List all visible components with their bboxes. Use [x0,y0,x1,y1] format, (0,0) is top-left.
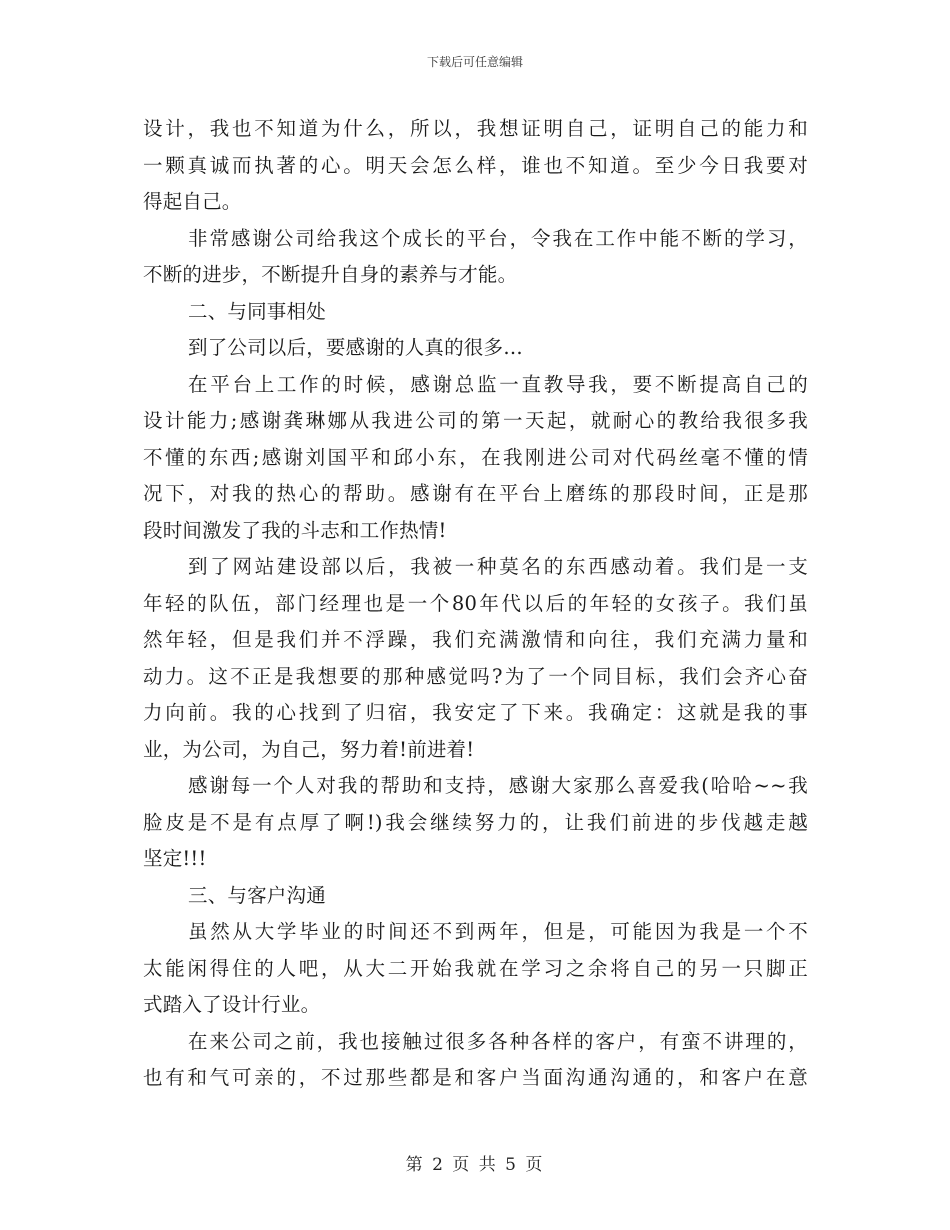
text-line: 在来公司之前，我也接触过很多各种各样的客户，有蛮不讲理的， [188,1029,808,1053]
text-line: 太能闲得住的人吧，从大二开始我就在学习之余将自己的另一只脚正 [143,956,808,980]
text-line: 业，为公司，为自己，努力着!前进着! [143,737,475,761]
text-line: 动力。这不正是我想要的那种感觉吗?为了一个同目标，我们会齐心奋 [143,664,808,688]
page-header: 下载后可任意编辑 [426,55,523,69]
text-line: 不懂的东西;感谢刘国平和邱小东，在我刚进公司对代码丝毫不懂的情 [143,445,808,469]
text-line: 年轻的队伍，部门经理也是一个80年代以后的年轻的女孩子。我们虽 [143,591,808,615]
text-line: 得起自己。 [143,190,242,213]
text-line: 一颗真诚而执著的心。明天会怎么样，谁也不知道。至少今日我要对 [143,153,808,177]
text-line: 设计能力;感谢龚琳娜从我进公司的第一天起，就耐心的教给我很多我 [143,409,808,432]
page-footer: 第 2 页 共 5 页 [405,1155,545,1175]
text-line: 到了公司以后，要感谢的人真的很多… [188,336,523,359]
text-line: 到了网站建设部以后，我被一种莫名的东西感动着。我们是一支 [188,555,808,578]
text-line: 二、与同事相处 [188,299,326,323]
text-line: 也有和气可亲的，不过那些都是和客户当面沟通沟通的，和客户在意 [143,1066,808,1089]
text-line: 不断的进步，不断提升自身的素养与才能。 [143,263,518,286]
text-line: 设计，我也不知道为什么，所以，我想证明自己，证明自己的能力和 [143,117,808,140]
text-line: 感谢每一个人对我的帮助和支持，感谢大家那么喜爱我(哈哈~~我 [188,774,808,797]
text-line: 脸皮是不是有点厚了啊!)我会继续努力的，让我们前进的步伐越走越 [143,810,808,834]
text-line: 非常感谢公司给我这个成长的平台，令我在工作中能不断的学习， [188,226,808,250]
text-line: 况下，对我的热心的帮助。感谢有在平台上磨练的那段时间，正是那 [143,482,808,505]
document-body [143,111,808,1097]
text-line: 三、与客户沟通 [188,883,326,907]
text-line: 然年轻，但是我们并不浮躁，我们充满激情和向往，我们充满力量和 [143,628,808,651]
text-line: 在平台上工作的时候，感谢总监一直教导我，要不断提高自己的 [188,372,808,396]
text-line: 力向前。我的心找到了归宿，我安定了下来。我确定：这就是我的事 [143,701,808,724]
text-line: 坚定!!! [143,847,207,870]
text-line: 式踏入了设计行业。 [143,993,321,1016]
text-line: 虽然从大学毕业的时间还不到两年，但是，可能因为我是一个不 [188,920,808,943]
text-line: 段时间激发了我的斗志和工作热情! [143,518,447,542]
